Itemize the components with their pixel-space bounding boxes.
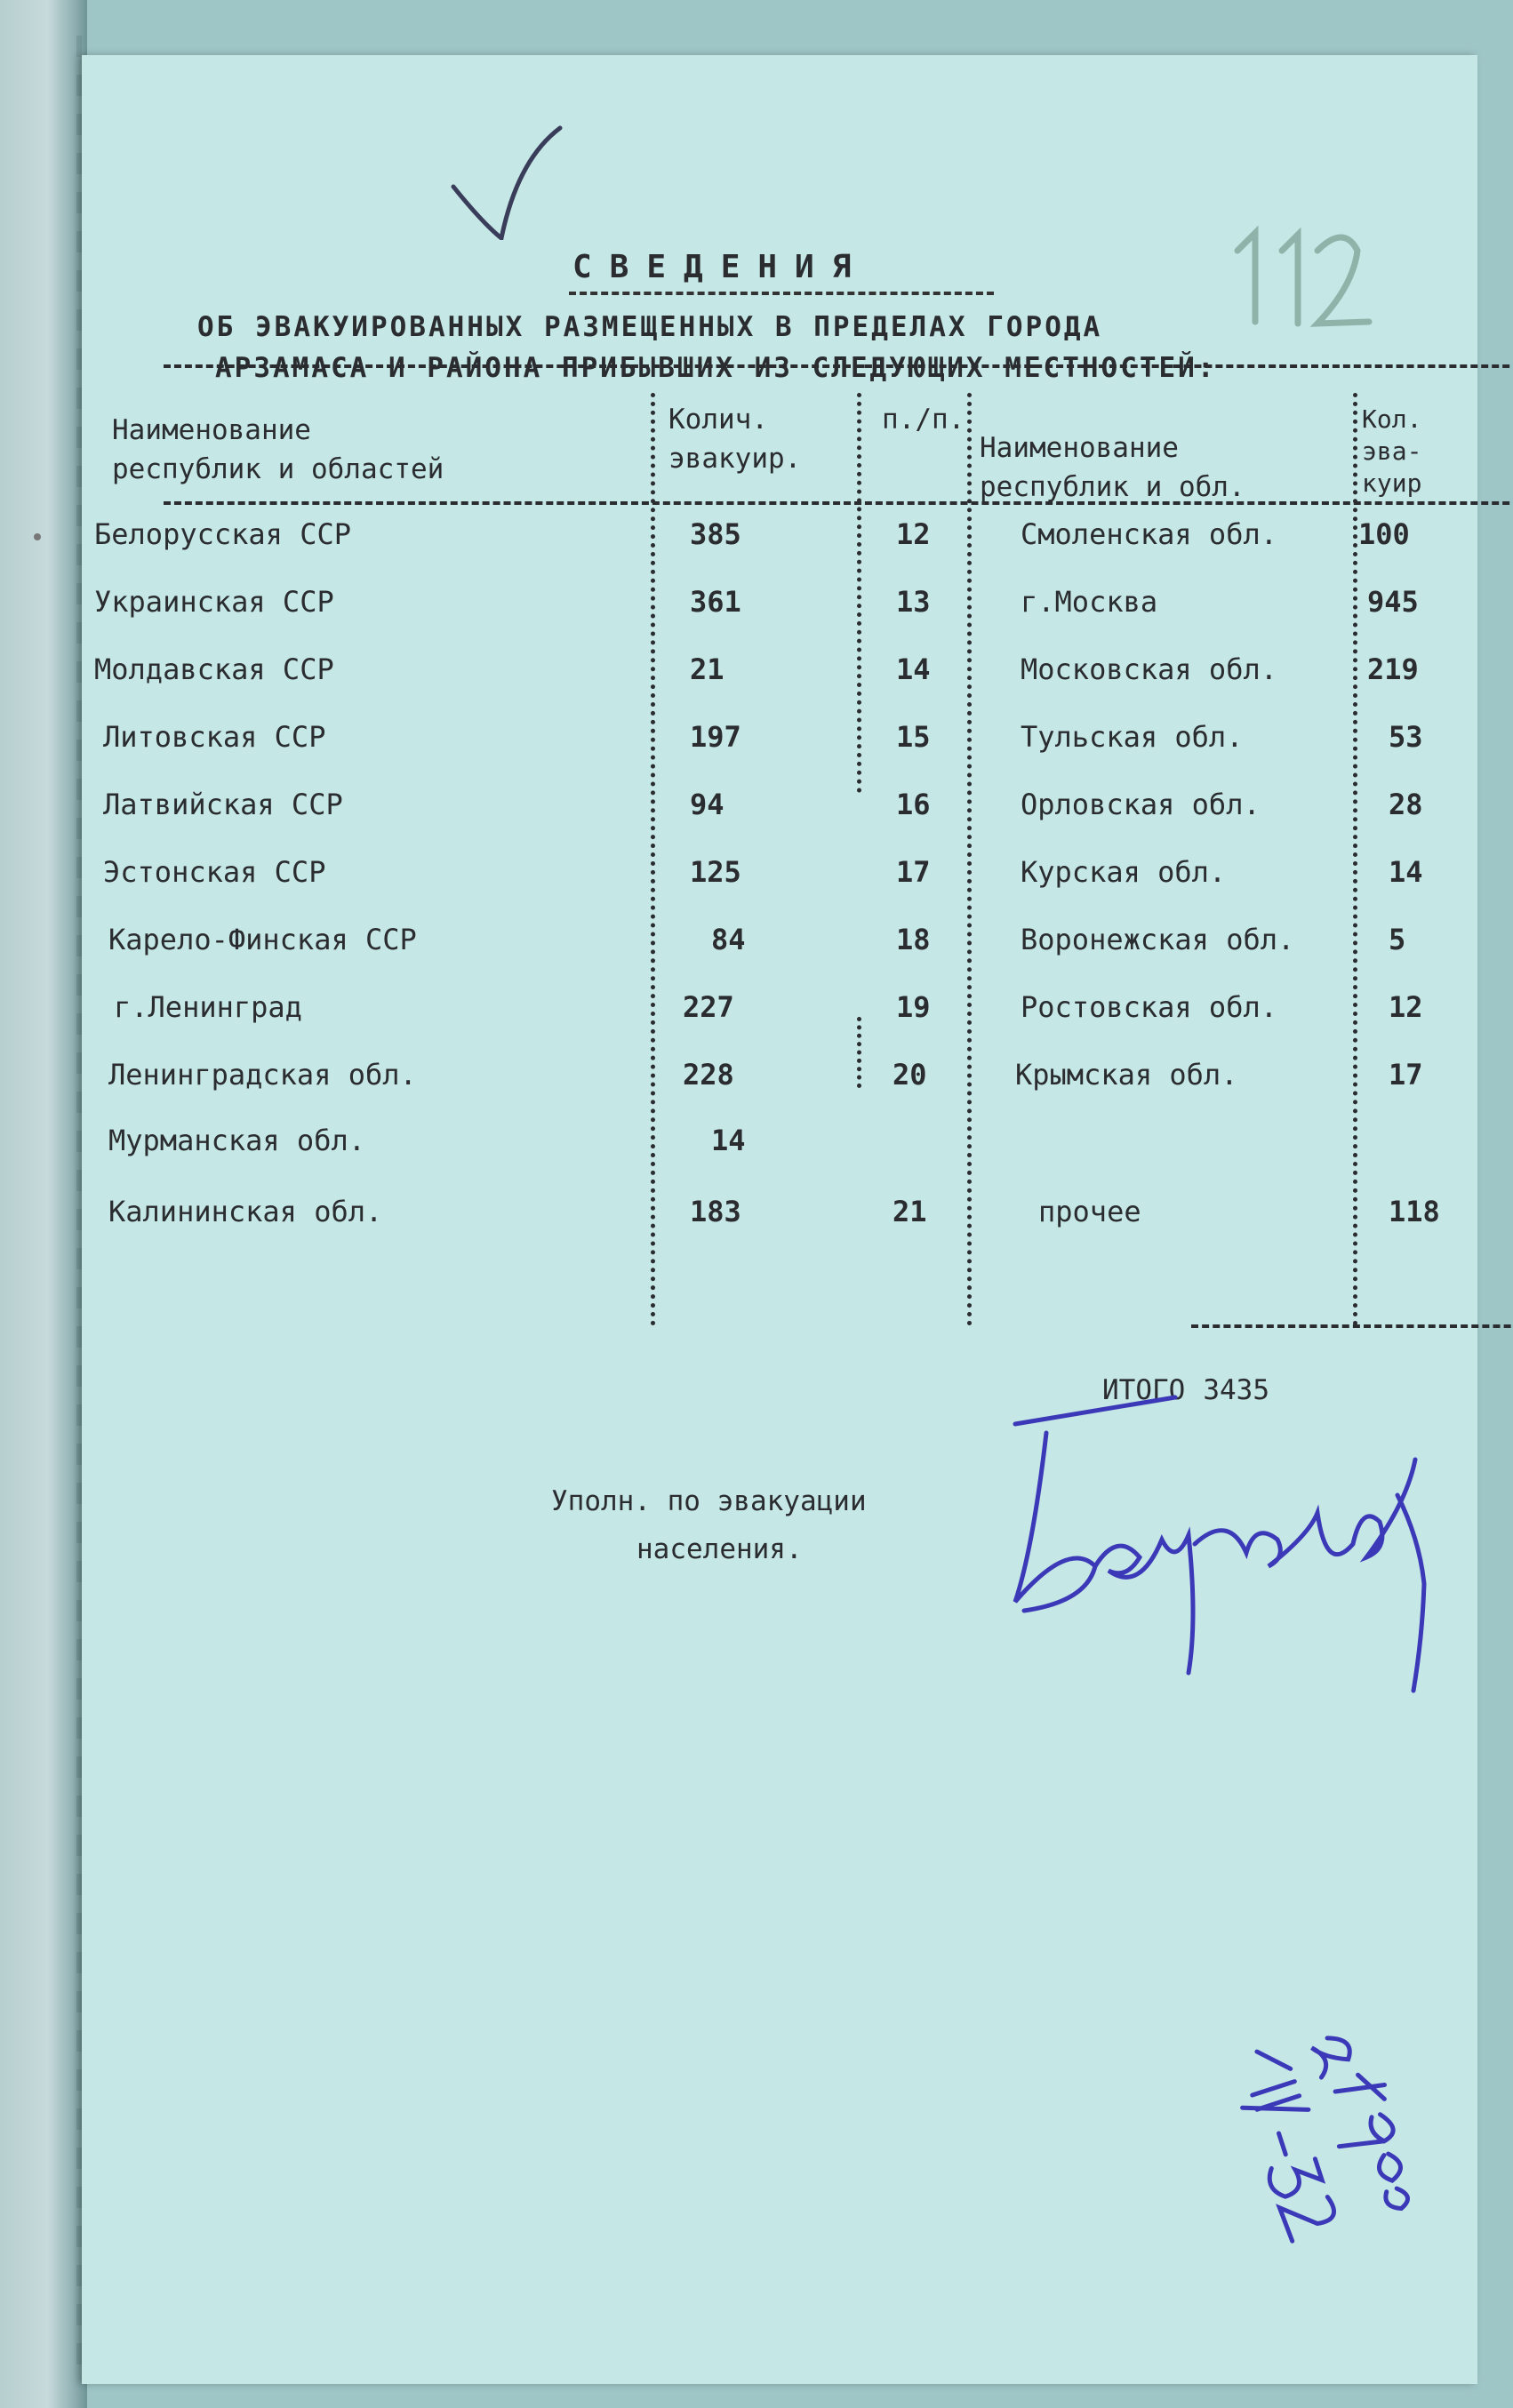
right-row-index: 12 [896,517,931,551]
right-row-name: Ростовская обл. [1021,990,1277,1024]
left-row-count: 14 [711,1124,746,1157]
left-row-name: Карело-Финская ССР [108,923,417,956]
handwritten-registration-note [1229,1975,1433,2295]
table-top-rule [164,364,1513,368]
right-row-name: Курская обл. [1021,855,1227,889]
right-row-index: 18 [896,923,931,956]
document-subtitle-line-2: АРЗАМАСА И РАЙОНА ПРИБЫВШИХ ИЗ СЛЕДУЮЩИХ МЕСТНОСТЕЙ: [215,352,1217,384]
left-row-count: 385 [690,517,741,551]
right-row-count: 5 [1389,923,1406,956]
right-row-name: Орловская обл. [1021,788,1261,821]
table-header-rule [164,501,1513,505]
document-page [82,55,1477,2384]
left-row-name: Литовская ССР [103,720,326,754]
total-label: ИТОГО [1102,1374,1186,1406]
column-divider-3 [967,393,972,1326]
left-row-count: 94 [690,788,724,821]
right-row-count: 12 [1389,990,1423,1024]
left-row-name: Калининская обл. [108,1195,383,1228]
column-divider-2b [857,1017,861,1088]
right-row-name: Воронежская обл. [1021,923,1295,956]
left-row-name: Эстонская ССР [103,855,326,889]
left-row-count: 183 [690,1195,741,1228]
handwritten-signature [962,1388,1469,1708]
binder-edge [0,0,87,2408]
right-row-count: 14 [1389,855,1423,889]
column-divider-2a [857,393,861,793]
document-title: СВЕДЕНИЯ [572,249,869,285]
title-underline [569,292,994,295]
right-row-index: 15 [896,720,931,754]
header-count-left: Колич. эвакуир. [668,404,802,475]
left-row-name: Латвийская ССР [103,788,343,821]
right-row-index: 13 [896,585,931,619]
signer-line-2: населения. [636,1533,803,1565]
left-row-count: 21 [690,652,724,686]
left-row-count: 227 [683,990,734,1024]
paper-mark [34,533,41,540]
left-row-name: Мурманская обл. [108,1124,365,1157]
total-rule [1191,1324,1513,1328]
right-row-count: 118 [1389,1195,1440,1228]
right-row-name: г.Москва [1021,585,1158,619]
right-row-count: 17 [1389,1058,1423,1092]
header-name-right: Наименование республик и обл. [980,432,1245,503]
right-row-count: 219 [1367,652,1419,686]
column-divider-1 [651,393,655,1326]
left-row-count: 228 [683,1058,734,1092]
total-value: 3435 [1203,1374,1269,1406]
right-row-name: Смоленская обл. [1021,517,1277,551]
left-row-name: Белорусская ССР [94,517,351,551]
right-row-name: Московская обл. [1021,652,1277,686]
left-row-count: 197 [690,720,741,754]
left-row-count: 84 [711,923,746,956]
right-row-name: прочее [1038,1195,1141,1228]
right-row-count: 945 [1367,585,1419,619]
signer-line-1: Уполн. по эвакуации [551,1485,867,1517]
left-row-name: Ленинградская обл. [108,1058,417,1092]
right-row-index: 16 [896,788,931,821]
right-row-count: 100 [1358,517,1410,551]
signer-title [551,1477,867,1573]
right-row-count: 28 [1389,788,1423,821]
header-index: п./п. [882,404,965,436]
right-row-index: 21 [893,1195,927,1228]
right-row-index: 19 [896,990,931,1024]
right-row-index: 14 [896,652,931,686]
right-row-index: 20 [893,1058,927,1092]
header-name-left: Наименование республик и областей [112,414,444,485]
left-row-count: 125 [690,855,741,889]
right-row-index: 17 [896,855,931,889]
left-row-name: Молдавская ССР [94,652,334,686]
left-row-name: Украинская ССР [94,585,334,619]
column-divider-4 [1353,393,1357,1326]
check-mark-icon [446,124,580,240]
right-row-name: Крымская обл. [1015,1058,1238,1092]
right-row-name: Тульская обл. [1021,720,1244,754]
left-row-count: 361 [690,585,741,619]
handwritten-page-number [1220,224,1380,340]
right-row-count: 53 [1389,720,1423,754]
left-row-name: г.Ленинград [114,990,302,1024]
document-subtitle-line-1: ОБ ЭВАКУИРОВАННЫХ РАЗМЕЩЕННЫХ В ПРЕДЕЛАХ ГОРОДА [197,311,1103,343]
header-count-right: Кол. эва- куир [1362,404,1422,498]
